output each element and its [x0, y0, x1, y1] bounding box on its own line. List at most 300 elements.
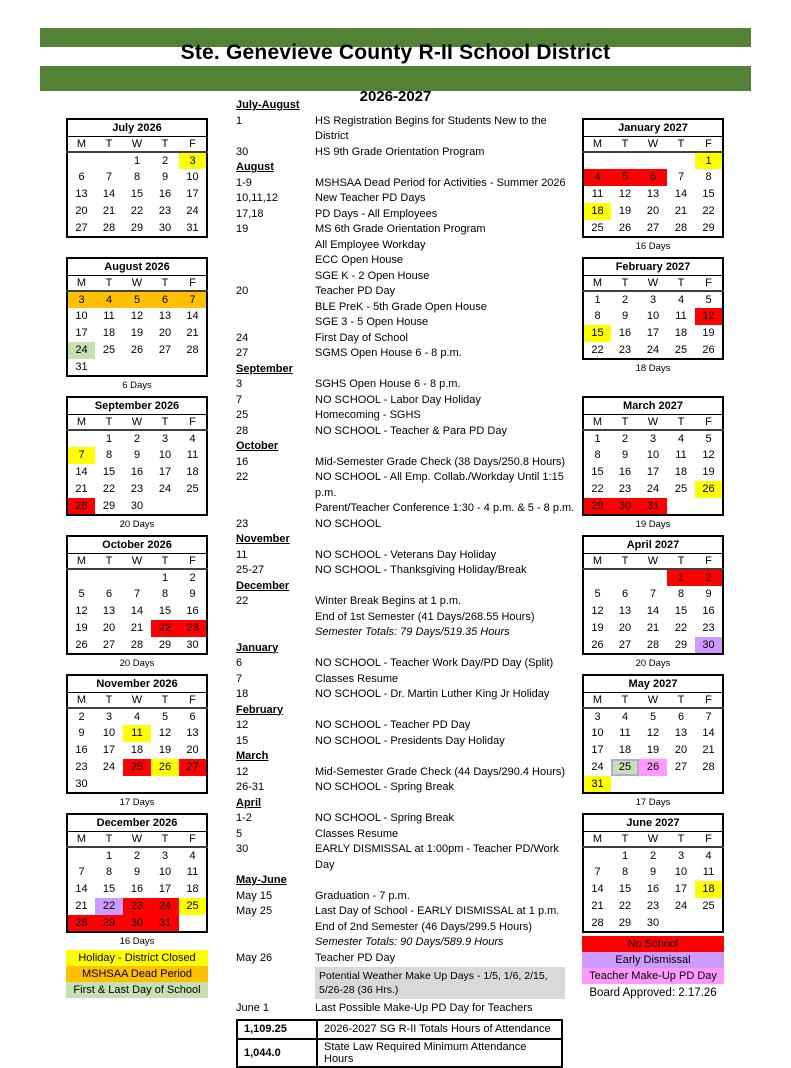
day-cell: 9: [133, 449, 141, 461]
event-description: Mid-Semester Grade Check (44 Days/290.4 Hours): [315, 765, 566, 778]
event-description: BLE PreK - 5th Grade Open House: [315, 300, 487, 313]
day-cell: 29: [674, 638, 688, 651]
event-row: [236, 904, 578, 920]
day-cell: 8: [133, 171, 141, 183]
day-cell: 9: [78, 727, 85, 739]
day-cell: 1: [105, 849, 113, 862]
day-cell: 25: [179, 898, 207, 915]
weekday-header: F: [179, 136, 207, 152]
day-cell: 3: [594, 710, 601, 723]
month-header-label: December: [236, 579, 290, 592]
weekday-header-row: [67, 831, 207, 847]
day-cell: 13: [646, 188, 660, 200]
event-day: [236, 610, 315, 626]
days-count-label: 6 Days: [122, 379, 152, 391]
day-cell: 4: [677, 432, 685, 445]
mini-calendar-march-2027: [582, 396, 724, 516]
mini-calendar-august-2026: [66, 257, 208, 377]
legend-item: Early Dismissal: [582, 952, 724, 968]
day-cell: 10: [591, 727, 604, 739]
day-cell: 19: [591, 622, 604, 634]
legend-left: [66, 950, 208, 998]
day-cell: 17: [646, 466, 660, 478]
weekday-header: W: [123, 414, 151, 430]
weekday-header-row: [583, 831, 723, 847]
calendar-title: July 2026: [67, 119, 207, 136]
event-description: ECC Open House: [315, 254, 404, 266]
date-row: [583, 586, 723, 603]
day-cell: 4: [705, 849, 712, 862]
calendar-slot: [582, 535, 724, 674]
mini-calendar-june-2027: [582, 813, 724, 933]
day-cell: 21: [646, 622, 660, 634]
month-header-label: May-June: [236, 874, 287, 886]
calendar-slot: [582, 674, 724, 813]
calendar-title: February 2027: [583, 258, 723, 275]
day-cell: 25: [674, 483, 688, 495]
date-row: [583, 759, 723, 776]
month-header: [236, 641, 578, 657]
event-row: [236, 114, 578, 145]
day-cell: 8: [705, 171, 712, 183]
day-cell: [123, 359, 151, 376]
board-approved: Board Approved: 2.17.26: [589, 987, 717, 999]
day-cell: 4: [95, 291, 123, 308]
event-day: 5: [236, 827, 243, 840]
days-count-label: 20 Days: [119, 518, 155, 530]
weekday-header-row: [67, 692, 207, 708]
date-row: [67, 708, 207, 725]
event-row: [236, 191, 578, 207]
event-day: 30: [236, 843, 249, 855]
day-cell: 5: [123, 291, 151, 308]
day-cell: [67, 430, 95, 447]
event-day: 12: [236, 765, 249, 778]
calendar-title-row: [583, 536, 723, 553]
event-day: May 25: [236, 905, 273, 917]
day-cell: 17: [158, 883, 172, 895]
event-row: [236, 424, 578, 440]
date-row: [67, 898, 207, 915]
weekday-header: F: [695, 692, 723, 708]
weekday-header: F: [695, 414, 723, 430]
day-cell: 16: [646, 883, 660, 895]
day-cell: 26: [618, 221, 632, 234]
day-cell: 14: [702, 727, 715, 739]
calendar-slot: [582, 396, 724, 535]
month-header: [236, 579, 578, 595]
weekday-header: M: [67, 414, 95, 430]
event-description: End of 2nd Semester (46 Days/299.5 Hours): [315, 920, 533, 933]
event-day: 25-27: [236, 564, 265, 576]
day-cell: 6: [621, 588, 629, 600]
day-cell: 1: [621, 849, 629, 862]
weekday-header-row: [67, 275, 207, 291]
calendar-slot: [66, 396, 208, 535]
day-cell: 20: [158, 327, 172, 339]
day-cell: 25: [186, 483, 199, 495]
event-description: NO SCHOOL - Spring Break: [315, 812, 454, 824]
calendar-title: April 2027: [583, 536, 723, 553]
day-cell: 14: [75, 466, 88, 478]
day-cell: [151, 776, 179, 793]
day-cell: 23: [75, 761, 88, 773]
event-row: [236, 517, 578, 533]
month-header-label: October: [236, 440, 279, 452]
day-cell: [151, 359, 179, 376]
day-cell: 23: [158, 205, 172, 217]
day-cell: 30: [646, 916, 660, 929]
day-cell: 15: [158, 605, 172, 617]
event-day: [236, 935, 315, 951]
weekday-header: T: [667, 692, 695, 708]
day-cell: 21: [674, 205, 688, 217]
day-cell: 12: [646, 727, 660, 739]
day-cell: 2: [189, 571, 196, 584]
calendar-title-row: [583, 814, 723, 831]
day-cell: 30: [75, 777, 88, 790]
mini-calendar-december-2026: [66, 813, 208, 933]
calendar-title: June 2027: [583, 814, 723, 831]
day-cell: 24: [646, 483, 660, 495]
day-cell: 14: [674, 188, 688, 200]
day-cell: 24: [591, 761, 604, 773]
day-cell: 19: [75, 622, 88, 634]
date-row: [583, 291, 723, 308]
mini-calendar-september-2026: [66, 396, 208, 516]
weekday-header: W: [123, 692, 151, 708]
calendar-title: November 2026: [67, 675, 207, 692]
day-cell: 26: [151, 759, 179, 776]
day-cell: 31: [186, 221, 199, 234]
weekday-header: F: [695, 831, 723, 847]
day-cell: 29: [130, 221, 144, 234]
event-row: [236, 625, 578, 641]
date-row: [67, 915, 207, 932]
day-cell: [611, 152, 639, 169]
day-cell: 18: [186, 883, 199, 895]
event-description: MS 6th Grade Orientation Program: [315, 223, 486, 235]
event-row: [236, 889, 578, 905]
weekday-header: M: [583, 414, 611, 430]
day-cell: 2: [161, 154, 169, 167]
event-description: NO SCHOOL - Presidents Day Holiday: [315, 734, 505, 747]
day-cell: 9: [161, 171, 169, 183]
event-day: 24: [236, 331, 249, 344]
day-cell: 22: [151, 620, 179, 637]
event-description: HS Registration Begins for Students New to the District: [315, 114, 547, 142]
weekday-header: M: [67, 553, 95, 569]
day-cell: 26: [591, 638, 604, 651]
date-row: [583, 881, 723, 898]
day-cell: 23: [618, 343, 632, 356]
day-cell: [179, 915, 207, 932]
event-day: [236, 300, 315, 316]
day-cell: 22: [591, 343, 604, 356]
calendar-title-row: [583, 258, 723, 275]
weekday-header-row: [583, 553, 723, 569]
events-column: [236, 98, 578, 1068]
event-description: NO SCHOOL - All Emp. Collab./Workday Until 1:15 p.m.: [315, 471, 564, 499]
day-cell: 18: [674, 327, 688, 339]
event-description: Homecoming - SGHS: [315, 409, 421, 421]
date-row: [67, 359, 207, 376]
event-description: New Teacher PD Days: [315, 192, 426, 204]
day-cell: 18: [674, 466, 688, 478]
date-row: [583, 481, 723, 498]
day-cell: 11: [123, 725, 151, 742]
legend-item: No School: [582, 936, 724, 952]
weekday-header-row: [583, 414, 723, 430]
day-cell: 13: [186, 727, 199, 739]
date-row: [67, 759, 207, 776]
day-cell: 9: [133, 866, 141, 878]
day-cell: [611, 569, 639, 586]
event-description: Teacher PD Day: [315, 285, 396, 297]
day-cell: 23: [618, 483, 632, 495]
event-day: 16: [236, 455, 249, 468]
day-cell: [695, 498, 723, 515]
date-row: [583, 569, 723, 586]
calendar-slot: [66, 118, 208, 257]
day-cell: 11: [186, 866, 199, 878]
weekday-header: T: [151, 136, 179, 152]
weekday-header: W: [639, 553, 667, 569]
event-row: [236, 501, 578, 517]
event-day: 11: [236, 548, 248, 561]
event-description: NO SCHOOL - Teacher Work Day/PD Day (Split): [315, 657, 554, 669]
event-row: [236, 393, 578, 409]
weekday-header: T: [611, 692, 639, 708]
day-cell: 26: [75, 638, 88, 651]
event-description: HS 9th Grade Orientation Program: [315, 145, 485, 158]
day-cell: 23: [130, 483, 144, 495]
days-count-label: 20 Days: [635, 657, 671, 669]
date-row: [583, 637, 723, 654]
legend-item: Holiday - District Closed: [66, 950, 208, 966]
weekday-header-row: [583, 275, 723, 291]
calendar-slot: [66, 813, 208, 952]
event-day: 22: [236, 595, 249, 607]
event-day: May 26: [236, 951, 273, 964]
event-description: PD Days - All Employees: [315, 207, 438, 220]
calendar-title-row: [67, 814, 207, 831]
day-cell: 10: [646, 449, 660, 461]
weekday-header-row: [67, 414, 207, 430]
date-row: [583, 898, 723, 915]
day-cell: 3: [677, 849, 685, 862]
calendar-slot: [582, 257, 724, 396]
day-cell: 3: [179, 152, 207, 169]
day-cell: 27: [158, 344, 172, 356]
day-cell: 8: [677, 588, 685, 600]
day-cell: [639, 569, 667, 586]
day-cell: 21: [75, 900, 88, 912]
date-row: [67, 447, 207, 464]
date-row: [583, 325, 723, 342]
event-row: [236, 842, 578, 873]
day-cell: [67, 152, 95, 169]
day-cell: 31: [75, 360, 88, 373]
day-cell: 13: [158, 310, 172, 322]
weekday-header: T: [95, 136, 123, 152]
day-cell: 23: [179, 620, 207, 637]
day-cell: 31: [151, 915, 179, 932]
day-cell: 25: [591, 221, 604, 234]
event-row: [236, 408, 578, 424]
day-cell: 2: [78, 710, 85, 723]
date-row: [67, 481, 207, 498]
day-cell: 28: [674, 221, 688, 234]
event-row: [236, 672, 578, 688]
weekday-header: T: [151, 692, 179, 708]
date-row: [67, 603, 207, 620]
event-description: NO SCHOOL - Teacher & Para PD Day: [315, 424, 507, 437]
day-cell: 5: [594, 588, 601, 600]
day-cell: [67, 569, 95, 586]
day-cell: 8: [594, 449, 601, 461]
day-cell: 28: [130, 638, 144, 651]
mini-calendar-april-2027: [582, 535, 724, 655]
day-cell: 26: [639, 759, 667, 776]
day-cell: 8: [621, 866, 629, 878]
event-day: 10,11,12: [236, 192, 279, 204]
event-day: 15: [236, 734, 249, 747]
day-cell: 1: [594, 432, 601, 445]
weekday-header: M: [583, 692, 611, 708]
month-header: [236, 160, 578, 176]
day-cell: 2: [133, 432, 141, 445]
calendar-title: May 2027: [583, 675, 723, 692]
date-row: [67, 325, 207, 342]
calendar-title-row: [67, 675, 207, 692]
date-row: [67, 776, 207, 793]
day-cell: 12: [130, 310, 144, 322]
day-cell: 2: [621, 432, 629, 445]
event-row: [236, 548, 578, 564]
weekday-header: T: [667, 136, 695, 152]
month-header: [236, 362, 578, 378]
month-header: [236, 873, 578, 889]
day-cell: 18: [618, 744, 632, 756]
weekday-header: T: [95, 692, 123, 708]
date-row: [583, 169, 723, 186]
day-cell: 22: [130, 205, 144, 217]
day-cell: 21: [102, 205, 116, 217]
date-row: [67, 464, 207, 481]
day-cell: 19: [158, 744, 172, 756]
day-cell: [583, 152, 611, 169]
day-cell: 20: [102, 622, 116, 634]
date-row: [67, 881, 207, 898]
event-description: EARLY DISMISSAL at 1:00pm - Teacher PD/Work Day: [315, 843, 559, 871]
date-row: [583, 915, 723, 932]
event-row: [236, 811, 578, 827]
day-cell: 28: [186, 344, 199, 356]
day-cell: 20: [674, 744, 688, 756]
day-cell: 6: [677, 710, 685, 723]
day-cell: 14: [591, 883, 604, 895]
day-cell: [667, 498, 695, 515]
weekday-header: W: [639, 414, 667, 430]
day-cell: 2: [649, 849, 657, 862]
day-cell: 5: [78, 588, 85, 600]
event-description: Parent/Teacher Conference 1:30 - 4 p.m. & 5 - 8 p.m.: [315, 502, 575, 514]
event-day: 28: [236, 424, 249, 437]
weekday-header: T: [95, 831, 123, 847]
date-row: [67, 342, 207, 359]
date-row: [583, 776, 723, 793]
day-cell: 28: [67, 915, 95, 932]
weekday-header: T: [611, 414, 639, 430]
weekday-header: T: [151, 831, 179, 847]
event-row: [236, 346, 578, 362]
day-cell: 28: [591, 916, 604, 929]
days-count-label: 16 Days: [119, 935, 155, 947]
day-cell: [667, 915, 695, 932]
weekday-header: M: [583, 831, 611, 847]
event-day: 17,18: [236, 207, 264, 220]
event-row: [236, 207, 578, 223]
event-day: 19: [236, 223, 249, 235]
date-row: [583, 847, 723, 864]
day-cell: 25: [702, 900, 715, 912]
event-row: [236, 687, 578, 703]
day-cell: 13: [618, 605, 632, 617]
legend-item: First & Last Day of School: [66, 982, 208, 998]
weekday-header: T: [611, 831, 639, 847]
day-cell: 11: [702, 866, 715, 878]
attendance-totals-table: [236, 1019, 563, 1068]
weekday-header: T: [611, 136, 639, 152]
day-cell: 20: [186, 744, 199, 756]
event-description: Last Possible Make-Up PD Day for Teachers: [315, 1002, 533, 1014]
day-cell: 6: [639, 169, 667, 186]
date-row: [67, 864, 207, 881]
event-description: All Employee Workday: [315, 238, 426, 251]
day-cell: 24: [158, 483, 172, 495]
day-cell: 9: [705, 588, 712, 600]
weekday-header: T: [151, 275, 179, 291]
event-row: [236, 610, 578, 626]
day-cell: 30: [695, 637, 723, 654]
day-cell: 22: [702, 205, 715, 217]
day-cell: 3: [105, 710, 113, 723]
day-cell: 13: [102, 605, 116, 617]
month-header-label: April: [236, 796, 262, 809]
event-day: June 1: [236, 1002, 270, 1014]
event-row: [236, 253, 578, 269]
event-day: 23: [236, 517, 249, 530]
day-cell: 10: [646, 310, 660, 322]
event-row: [236, 176, 578, 192]
day-cell: 13: [75, 188, 88, 200]
day-cell: 30: [611, 498, 639, 515]
day-cell: 5: [705, 293, 712, 306]
day-cell: 24: [151, 898, 179, 915]
day-cell: 23: [646, 900, 660, 912]
event-description: Graduation - 7 p.m.: [315, 889, 410, 902]
day-cell: 6: [105, 588, 113, 600]
mini-calendar-january-2027: [582, 118, 724, 238]
event-description: SGMS Open House 6 - 8 p.m.: [315, 347, 462, 359]
event-description: SGE 3 - 5 Open House: [315, 316, 429, 328]
event-row: [236, 827, 578, 843]
day-cell: 17: [674, 883, 688, 895]
event-description: MSHSAA Dead Period for Activities - Summer 2026: [315, 176, 566, 189]
day-cell: 11: [103, 310, 115, 322]
day-cell: 11: [186, 449, 199, 461]
